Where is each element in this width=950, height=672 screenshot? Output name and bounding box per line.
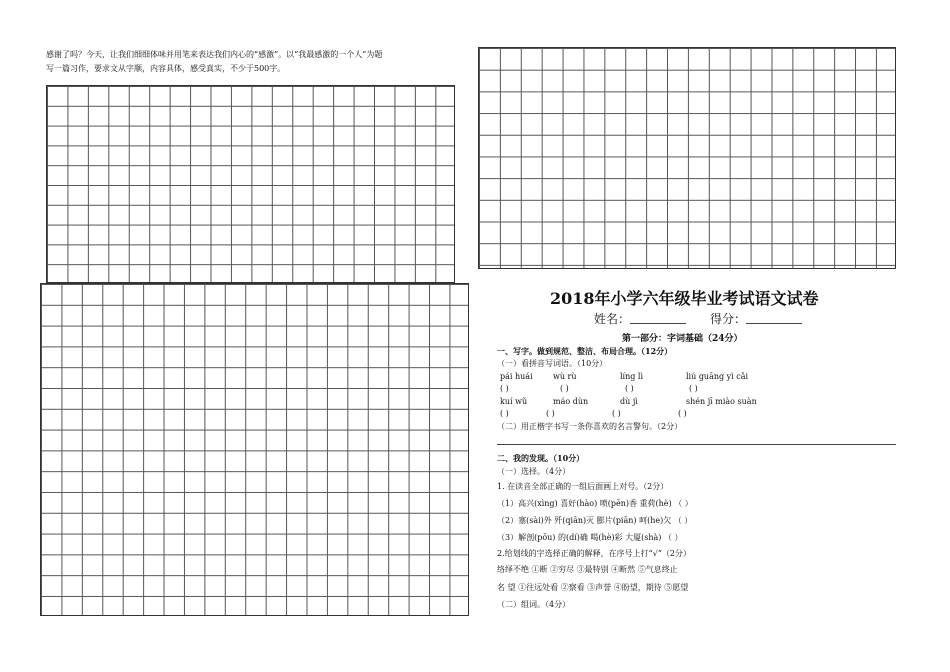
answer-box-1[interactable]: ( ) — [500, 384, 509, 393]
exam-title: 2018年小学六年级毕业考试语文试卷 — [550, 289, 819, 308]
essay-prompt-line1: 感谢了吗？今天，让我们细细体味并用笔来表达我们内心的“感激”。以“我最感激的一个人”为题 — [46, 50, 383, 59]
score-label: 得分： — [710, 312, 747, 326]
answer-box-7[interactable]: ( ) — [612, 409, 621, 418]
q2-option2[interactable]: （2）塞(sài)外 歼(qiān)灭 膨片(piān) 呵(he)欠 （ ） — [497, 516, 693, 525]
q2-option3[interactable]: （3）解剖(pōu) 的(dí)确 喝(hè)彩 大厦(shà) （ ） — [497, 533, 683, 542]
q2-line-b[interactable]: 名 望 ①往远处看 ②察看 ③声誉 ④盼望，期待 ⑤愿望 — [497, 583, 689, 592]
answer-box-8[interactable]: ( ) — [678, 409, 687, 418]
answer-box-4[interactable]: ( ) — [689, 384, 698, 393]
q2-heading: 二、我的发现。（10分） — [497, 453, 585, 463]
proverb-writing-line[interactable] — [497, 444, 896, 445]
pinyin-7: dù jì — [620, 397, 638, 406]
q2-sub1: （一）选择。（4分） — [497, 467, 571, 476]
answer-box-5[interactable]: ( ) — [500, 409, 509, 418]
answer-box-2[interactable]: ( ) — [560, 384, 569, 393]
pinyin-8: shén jī miào suàn — [686, 397, 757, 406]
answer-box-3[interactable]: ( ) — [625, 384, 634, 393]
q1-sub1: （一）看拼音写词语。（10分） — [497, 359, 608, 368]
q1-heading: 一、写字。做到规范、整洁、布局合理。（12分） — [497, 346, 673, 356]
q2-sub2: （二）组词。（4分） — [497, 600, 571, 609]
q2-item2: 2.给划线的字选择正确的解释，在序号上打“√”（2分） — [497, 549, 691, 558]
part1-heading: 第一部分：字词基础（24分） — [622, 334, 743, 344]
essay-prompt-line2: 写一篇习作，要求文从字顺，内容具体，感受真实，不少于500字。 — [46, 64, 286, 73]
pinyin-5: kuí wǔ — [500, 397, 528, 406]
pinyin-4: liú guāng yì cǎi — [686, 372, 749, 381]
writing-grid-top-right — [478, 47, 896, 269]
score-blank[interactable] — [746, 323, 802, 324]
pinyin-1: pái huái — [500, 372, 533, 381]
writing-grid-top-left — [46, 85, 455, 283]
q2-item1: 1. 在读音全部正确的一组后面画上对号。（2分） — [497, 482, 669, 491]
name-blank[interactable] — [630, 323, 686, 324]
pinyin-2: wù rù — [553, 372, 577, 381]
answer-box-6[interactable]: ( ) — [546, 409, 555, 418]
pinyin-6: máo dùn — [553, 397, 589, 406]
q2-line-a[interactable]: 络绎不绝 ①断 ②穷尽 ③最特别 ④断然 ⑤气息终止 — [497, 565, 678, 574]
writing-grid-bottom-left — [40, 283, 469, 616]
name-label: 姓名： — [594, 312, 631, 326]
q2-option1[interactable]: （1）高兴(xìng) 喜好(hào) 喷(pēn)香 重荷(hè) （ ） — [497, 499, 693, 508]
q1-sub2: （二）用正楷字书写一条你喜欢的名言警句。（2分） — [497, 422, 683, 431]
pinyin-3: líng lì — [620, 372, 644, 381]
